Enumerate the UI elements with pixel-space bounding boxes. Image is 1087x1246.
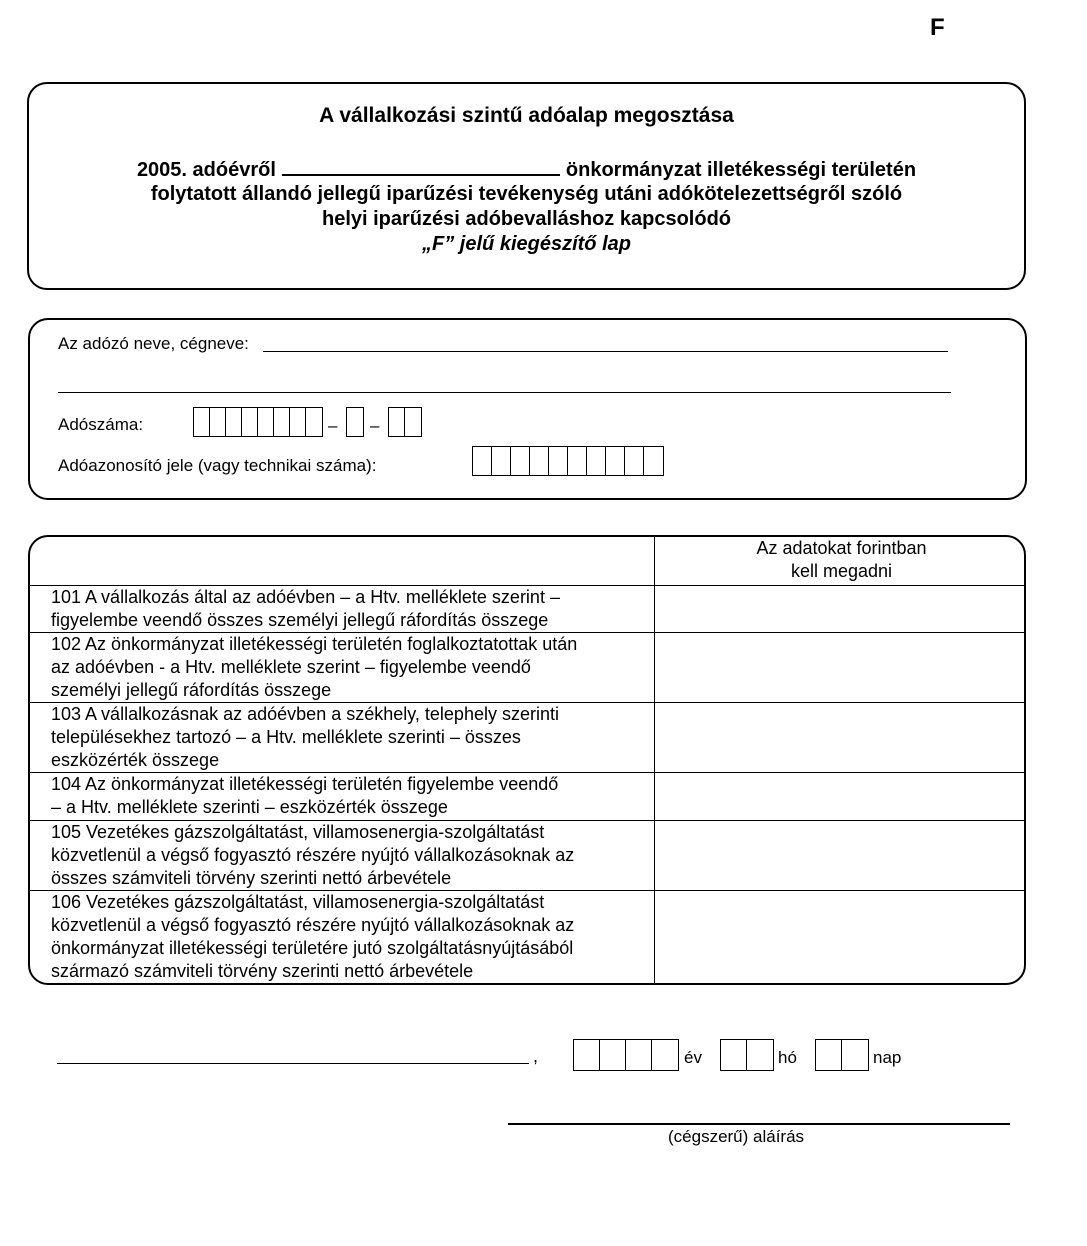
row-line: közvetlenül a végső fogyasztó részére nyújtó vállalkozásoknak az xyxy=(51,844,575,865)
form-letter-f: F xyxy=(930,14,945,41)
apportionment-table xyxy=(30,537,1026,985)
table-row xyxy=(30,585,1026,632)
tax-id-label: Adóazonosító jele (vagy technikai száma): xyxy=(58,456,377,475)
table-row xyxy=(30,890,1026,985)
taxpayer-info xyxy=(28,318,1027,500)
header-line-2: folytatott állandó jellegű iparűzési tevékenység utáni adókötelezettségről szóló xyxy=(150,183,903,205)
header-line-4: „F” jelű kiegészítő lap xyxy=(422,233,631,255)
row-106-label xyxy=(30,890,655,985)
month-field[interactable] xyxy=(720,1039,774,1071)
table-row xyxy=(30,772,1026,820)
row-line: 102 Az önkormányzat illetékességi területén foglalkoztatottak után xyxy=(51,633,578,654)
place-comma: , xyxy=(533,1046,539,1066)
row-line: személyi jellegű ráfordítás összege xyxy=(51,679,332,700)
row-105-value[interactable] xyxy=(655,820,1027,890)
tax-id-field[interactable] xyxy=(472,446,664,476)
row-104-label xyxy=(30,772,655,820)
row-line: eszközérték összege xyxy=(51,749,220,770)
row-106-value[interactable] xyxy=(655,890,1027,985)
row-line: 106 Vezetékes gázszolgáltatást, villamosenergia-szolgáltatást xyxy=(51,891,545,912)
row-line: összes számviteli törvény szerinti nettó árbevétele xyxy=(51,867,452,888)
year-label: év xyxy=(684,1048,702,1067)
data-table xyxy=(28,535,1026,985)
header-line-1-suffix: önkormányzat illetékességi területén xyxy=(565,159,917,181)
row-line: 101 A vállalkozás által az adóévben – a Htv. melléklete szerint – xyxy=(51,586,560,607)
day-field[interactable] xyxy=(815,1039,869,1071)
row-line: közvetlenül a végső fogyasztó részére nyújtó vállalkozásoknak az xyxy=(51,914,575,935)
header-line-1-prefix: 2005. adóévről xyxy=(136,159,276,181)
row-line: településekhez tartozó – a Htv. melléklete szerinti – összes xyxy=(51,726,521,747)
row-102-value[interactable] xyxy=(655,632,1027,702)
row-line: az adóévben - a Htv. melléklete szerint – figyelembe veendő xyxy=(51,656,531,677)
row-104-value[interactable] xyxy=(655,772,1027,820)
month-label: hó xyxy=(778,1048,797,1067)
tax-number-dash-2: – xyxy=(370,416,380,435)
row-line: 104 Az önkormányzat illetékességi területén figyelembe veendő xyxy=(51,773,559,794)
row-line: származó számviteli törvény szerinti nettó árbevétele xyxy=(51,960,474,981)
row-105-label xyxy=(30,820,655,890)
day-label: nap xyxy=(873,1048,902,1067)
taxpayer-name-field[interactable] xyxy=(263,351,948,352)
row-101-value[interactable] xyxy=(655,585,1027,632)
tax-number-dash-1: – xyxy=(328,416,338,435)
tax-number-label: Adószáma: xyxy=(58,415,144,434)
form-header xyxy=(27,82,1026,290)
municipality-field[interactable] xyxy=(282,156,560,176)
row-line: – a Htv. melléklete szerinti – eszközérték összege xyxy=(51,796,448,817)
value-header-line-2: kell megadni xyxy=(790,561,893,581)
signature-label: (cégszerű) aláírás xyxy=(668,1127,805,1146)
value-header-line-1: Az adatokat forintban xyxy=(756,538,927,558)
header-line-3: helyi iparűzési adóbevalláshoz kapcsolódó xyxy=(321,208,731,230)
tax-number-part-1[interactable] xyxy=(193,407,323,437)
row-101-label xyxy=(30,585,655,632)
taxpayer-name-field-2[interactable] xyxy=(58,392,951,393)
row-103-label xyxy=(30,702,655,772)
row-line: 103 A vállalkozásnak az adóévben a székhely, telephely szerinti xyxy=(51,703,559,724)
tax-number-part-2[interactable] xyxy=(346,407,364,437)
taxpayer-name-label: Az adózó neve, cégneve: xyxy=(58,334,249,353)
table-row xyxy=(30,820,1026,890)
table-value-header xyxy=(655,537,1027,585)
year-field[interactable] xyxy=(573,1039,679,1071)
form-title: A vállalkozási szintű adóalap megosztása xyxy=(319,104,734,127)
row-102-label xyxy=(30,632,655,702)
tax-number-part-3[interactable] xyxy=(388,407,422,437)
table-header-blank xyxy=(30,537,655,585)
place-field[interactable] xyxy=(57,1063,529,1064)
row-line: figyelembe veendő összes személyi jellegű ráfordítás összege xyxy=(51,609,549,630)
row-103-value[interactable] xyxy=(655,702,1027,772)
header-line-1 xyxy=(29,156,1024,183)
signature-field[interactable] xyxy=(508,1123,1010,1125)
row-line: 105 Vezetékes gázszolgáltatást, villamosenergia-szolgáltatást xyxy=(51,821,545,842)
table-row xyxy=(30,702,1026,772)
table-row xyxy=(30,632,1026,702)
table-header-row xyxy=(30,537,1026,585)
row-line: önkormányzat illetékességi területére jutó szolgáltatásnyújtásából xyxy=(51,937,574,958)
